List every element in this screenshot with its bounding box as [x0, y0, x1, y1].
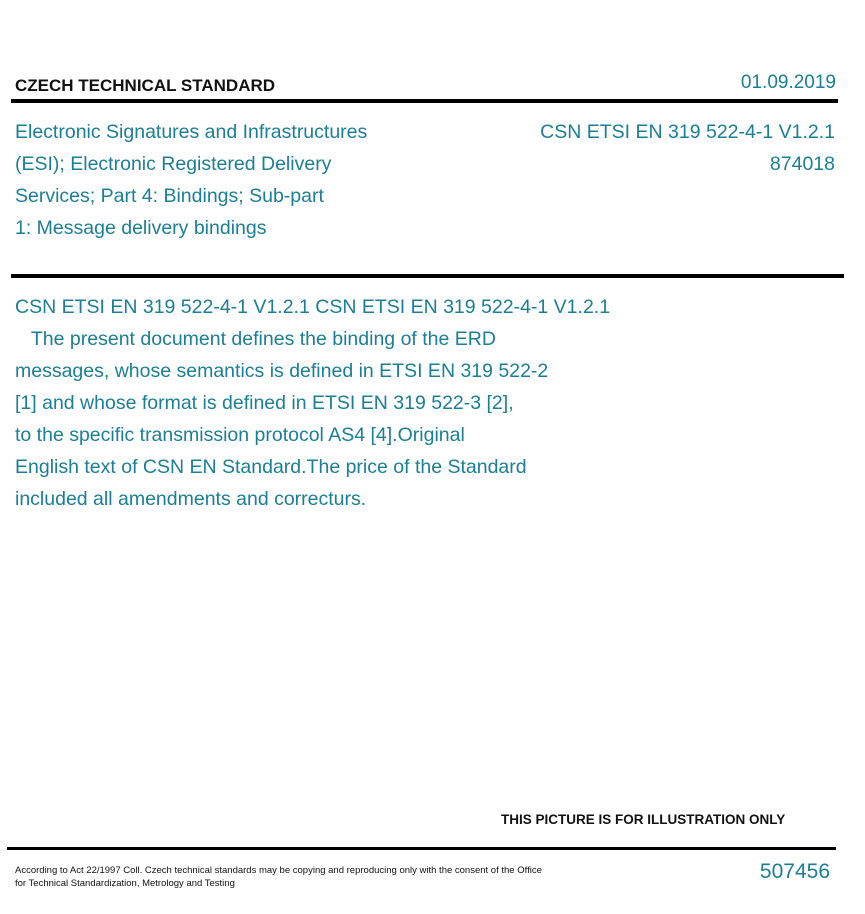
abstract-line: CSN ETSI EN 319 522-4-1 V1.2.1 CSN ETSI EN 319 522-4-1 V1.2.1: [15, 296, 611, 318]
standard-code: CSN ETSI EN 319 522-4-1 V1.2.1: [540, 121, 835, 143]
class-number: 874018: [769, 153, 835, 175]
document-title-line: (ESI); Electronic Registered Delivery: [15, 153, 332, 175]
legal-notice-line: for Technical Standardization, Metrology and Testing: [15, 878, 235, 889]
title-divider: [11, 274, 844, 278]
illustration-notice: THIS PICTURE IS FOR ILLUSTRATION ONLY: [501, 812, 786, 827]
standard-type-title: CZECH TECHNICAL STANDARD: [15, 76, 276, 95]
abstract-line: The present document defines the binding of the ERD: [15, 328, 496, 350]
legal-notice-line: According to Act 22/1997 Coll. Czech technical standards may be copying and reproducing only with the consent of the Office: [15, 865, 542, 876]
publication-date: 01.09.2019: [740, 72, 836, 93]
document-title: [15, 116, 425, 244]
abstract-line: English text of CSN EN Standard.The price of the Standard: [15, 456, 527, 478]
abstract-line: [1] and whose format is defined in ETSI EN 319 522-3 [2],: [15, 392, 514, 414]
footer-divider: [7, 847, 836, 850]
abstract-line: messages, whose semantics is defined in ETSI EN 319 522-2: [15, 360, 549, 382]
document-title-line: Electronic Signatures and Infrastructures: [15, 121, 368, 143]
legal-notice: [15, 864, 542, 890]
abstract-line: to the specific transmission protocol AS4 [4].Original: [15, 424, 465, 446]
header-divider: [11, 99, 838, 103]
document-abstract: [15, 291, 610, 515]
document-title-line: Services; Part 4: Bindings; Sub-part: [15, 185, 324, 207]
catalog-number: 507456: [759, 860, 830, 883]
document-codes: [540, 116, 835, 180]
abstract-line: included all amendments and correcturs.: [15, 488, 367, 510]
document-title-line: 1: Message delivery bindings: [15, 217, 267, 239]
